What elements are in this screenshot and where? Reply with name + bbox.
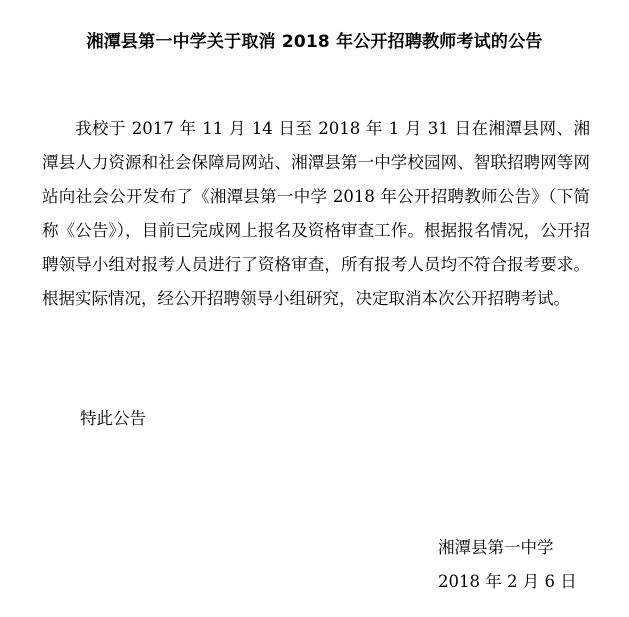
notice-signature [438, 531, 577, 599]
notice-body [42, 112, 590, 316]
notice-closing: 特此公告 [80, 409, 146, 428]
issuer-name: 湘潭县第一中学 [438, 538, 554, 557]
notice-body-paragraph: 我校于 2017 年 11 月 14 日至 2018 年 1 月 31 日在湘潭县网、湘潭县人力资源和社会保障局网站、湘潭县第一中学校园网、智联招聘网等网站向社会公开发布了《湘潭县第一中学 2018 年公开招聘教师公告》（下简称《公告》），目前已完成网上报名及资格审查工作。根据报名情况，公开招聘领导小组对报考人员进行了资格审查，所有报考人员均不符合报考要求。根据实际情况，经公开招聘领导小组研究，决定取消本次公开招聘考试。 [42, 119, 590, 308]
issue-date: 2018 年 2 月 6 日 [438, 572, 577, 591]
notice-title: 湘潭县第一中学关于取消 2018 年公开招聘教师考试的公告 [86, 32, 543, 52]
